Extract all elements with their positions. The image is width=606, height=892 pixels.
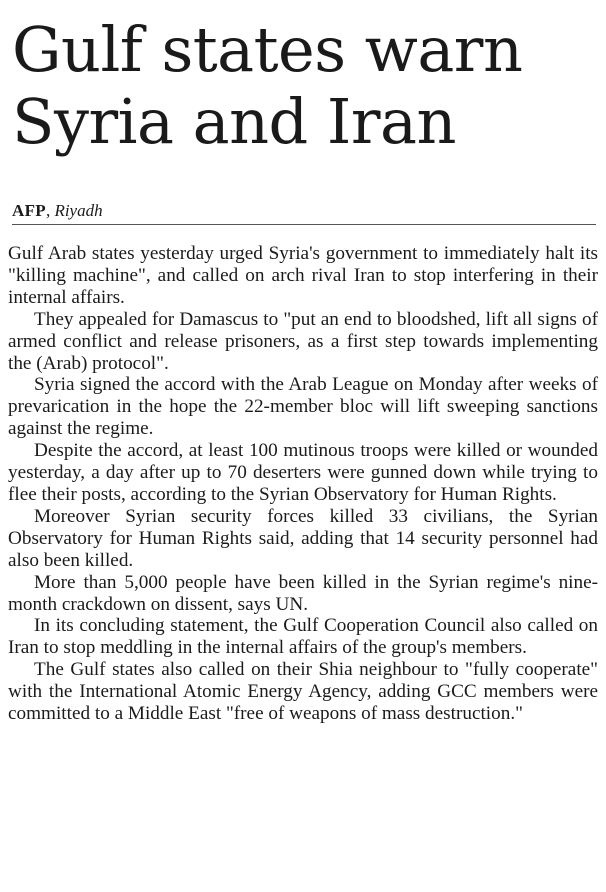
headline-line-1: Gulf states warn	[12, 13, 523, 86]
paragraph-2: They appealed for Damascus to "put an end to bloodshed, lift all signs of armed conflict and release prisoners, as a first step towards implementing the (Arab) protocol".	[8, 308, 598, 374]
byline-divider	[12, 224, 596, 225]
paragraph-1: Gulf Arab states yesterday urged Syria's government to immediately halt its "killing machine", and called on arch rival Iran to stop interfering in their internal affairs.	[8, 243, 598, 308]
paragraph-5: Moreover Syrian security forces killed 33 civilians, the Syrian Observatory for Human Rights said, adding that 14 security personnel had also been killed.	[8, 505, 598, 571]
paragraph-3: Syria signed the accord with the Arab League on Monday after weeks of prevarication in the hope the 22-member bloc will lift sweeping sanctions against the regime.	[8, 374, 598, 440]
byline-agency: AFP	[12, 201, 46, 220]
byline-separator: ,	[45, 201, 51, 220]
byline-place: Riyadh	[54, 201, 103, 220]
paragraph-4: Despite the accord, at least 100 mutinous troops were killed or wounded yesterday, a day after up to 70 deserters were gunned down while trying to flee their posts, according to the Syrian Observatory for Human Rights.	[8, 440, 598, 505]
byline	[12, 200, 103, 222]
headline-line-2: Syria and Iran	[12, 85, 456, 158]
headline	[12, 14, 602, 158]
paragraph-8: The Gulf states also called on their Shia neighbour to "fully cooperate" with the International Atomic Energy Agency, adding GCC members were committed to a Middle East "free of weapons of mass destruction."	[8, 659, 598, 725]
paragraph-6: More than 5,000 people have been killed in the Syrian regime's nine-month crackdown on dissent, says UN.	[8, 571, 598, 615]
paragraph-7: In its concluding statement, the Gulf Cooperation Council also called on Iran to stop meddling in the internal affairs of the group's members.	[8, 615, 598, 659]
article-body	[8, 243, 598, 725]
